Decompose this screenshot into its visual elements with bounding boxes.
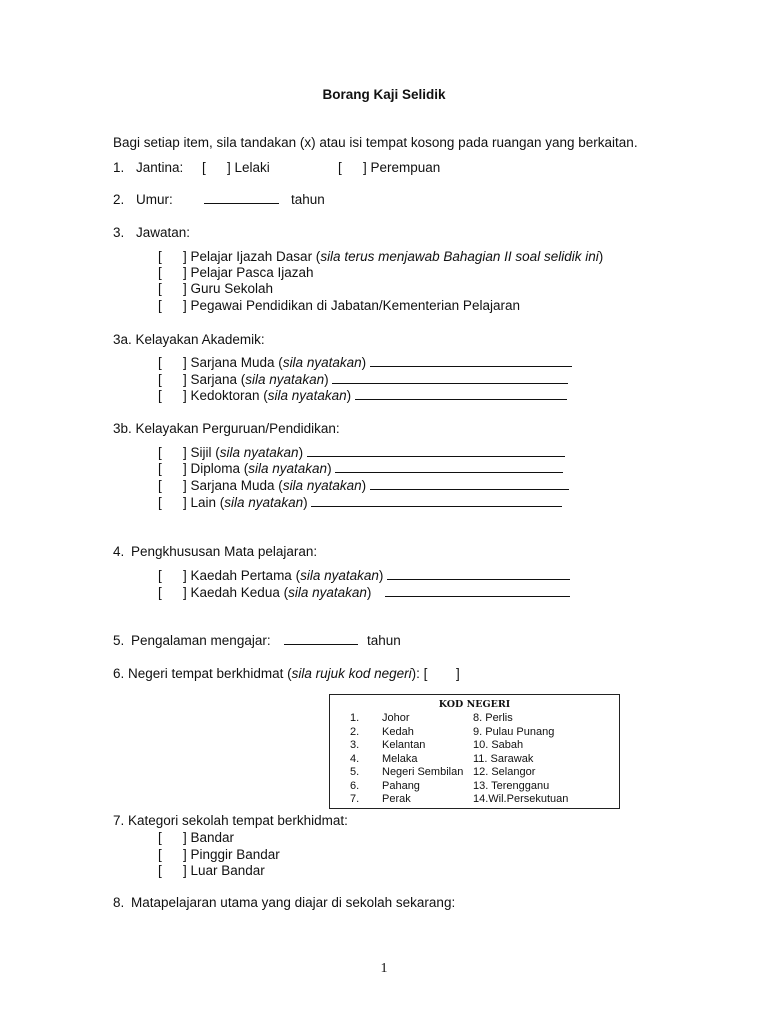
q4-number: 4. (113, 544, 125, 559)
blank-line (387, 568, 570, 580)
specify-note: sila nyatakan (248, 461, 328, 476)
blank-line (311, 495, 562, 507)
q3-option-3[interactable] (158, 281, 273, 297)
page-title: Borang Kaji Selidik (322, 87, 446, 102)
q4-label: Pengkhususan Mata pelajaran: (131, 544, 318, 559)
specify-note: sila nyatakan (282, 355, 362, 370)
q7-option-3-label: ] Luar Bandar (183, 863, 265, 878)
state-number: 1. (350, 712, 360, 724)
state-name: Negeri Sembilan (382, 766, 464, 778)
q4-option-2-label: ] Kaedah Kedua ( (183, 585, 289, 600)
bracket: [ (158, 388, 162, 403)
q3a-option-1-label: ] Sarjana Muda ( (183, 355, 283, 370)
state-code-row (330, 766, 619, 780)
blank-line (370, 355, 572, 367)
q8-number: 8. (113, 895, 125, 910)
q7-label: 7. Kategori sekolah tempat berkhidmat: (113, 813, 348, 828)
blank-line (307, 445, 565, 457)
q3b-option-1[interactable] (158, 445, 565, 461)
q3b-option-2-label: ] Diploma ( (183, 461, 249, 476)
state-number: 5. (350, 766, 360, 778)
close-paren: ) (346, 388, 352, 403)
q7-option-1-label: ] Bandar (183, 830, 235, 845)
bracket: [ (158, 863, 162, 878)
q3b-option-2[interactable] (158, 461, 563, 477)
q3a-option-2-label: ] Sarjana ( (183, 372, 246, 387)
state-name: Perak (382, 793, 411, 805)
state-name: Pahang (382, 779, 420, 792)
specify-note: sila nyatakan (300, 568, 379, 583)
q5-years-field[interactable] (284, 633, 358, 649)
q3a-label: 3a. Kelayakan Akademik: (113, 332, 265, 347)
q1-female-label: ] Perempuan (363, 160, 441, 175)
q7-option-1[interactable] (158, 830, 234, 846)
q3b-option-1-label: ] Sijil ( (183, 445, 220, 460)
q3-option-2[interactable] (158, 265, 314, 281)
state-number: 3. (350, 739, 360, 751)
q1-female-checkbox[interactable] (338, 160, 440, 176)
close-paren: ) (598, 249, 604, 264)
specify-note: sila nyatakan (219, 445, 299, 460)
bracket: [ (158, 281, 162, 296)
state-code-right: 12. Selangor (473, 766, 536, 778)
q3a-option-1[interactable] (158, 355, 572, 371)
state-code-right: 11. Sarawak (473, 752, 534, 765)
page-number: 1 (380, 961, 388, 976)
bracket: [ (158, 847, 162, 862)
state-code-right: 14.Wil.Persekutuan (473, 793, 569, 805)
state-code-row (330, 739, 619, 753)
bracket: [ (158, 830, 162, 845)
q6-label: 6. Negeri tempat berkhidmat ( (113, 666, 292, 681)
q2-label: Umur: (136, 192, 173, 207)
bracket: [ (158, 568, 162, 583)
bracket: [ (158, 355, 162, 370)
q4-option-1-label: ] Kaedah Pertama ( (183, 568, 301, 583)
q3-option-1[interactable] (158, 249, 603, 265)
q3a-option-3[interactable] (158, 388, 567, 404)
q3b-option-4[interactable] (158, 495, 562, 511)
specify-note: sila nyatakan (282, 478, 362, 493)
q7-option-2[interactable] (158, 847, 280, 863)
bracket: [ (158, 249, 162, 264)
bracket: [ (158, 461, 162, 476)
blank-line (335, 461, 563, 473)
state-number: 6. (350, 779, 360, 792)
state-code-table (329, 694, 620, 809)
state-code-title: KOD NEGERI (438, 699, 511, 710)
close-paren: ) (361, 355, 367, 370)
q2-age-field[interactable] (204, 192, 279, 208)
close-paren: ) (298, 445, 304, 460)
q7-option-2-label: ] Pinggir Bandar (183, 847, 280, 862)
q3a-option-2[interactable] (158, 372, 568, 388)
specify-note: sila nyatakan (288, 585, 367, 600)
q3-option-2-label: ] Pelajar Pasca Ijazah (183, 265, 314, 280)
state-number: 4. (350, 752, 360, 765)
q3-option-1-note: sila terus menjawab Bahagian II soal selidik ini (320, 249, 599, 264)
bracket: [ (202, 160, 206, 175)
q1-male-checkbox[interactable] (202, 160, 270, 176)
q1-number: 1. (113, 160, 125, 175)
state-code-row (330, 780, 619, 794)
q1-label: Jantina: (136, 160, 184, 175)
state-code-row (330, 753, 619, 767)
state-code-right: 10. Sabah (473, 739, 524, 751)
q6-code-box-close[interactable]: ] (456, 666, 460, 681)
state-name: Kedah (382, 725, 414, 738)
q5-number: 5. (113, 633, 125, 648)
blank-line (385, 585, 570, 597)
bracket: [ (158, 372, 162, 387)
state-code-row (330, 793, 619, 807)
q3b-option-3[interactable] (158, 478, 569, 494)
bracket: [ (158, 445, 162, 460)
bracket: [ (338, 160, 342, 175)
close-paren: ) (324, 372, 329, 387)
q7-option-3[interactable] (158, 863, 265, 879)
q2-number: 2. (113, 192, 125, 207)
blank-line (355, 388, 567, 400)
q3b-label: 3b. Kelayakan Perguruan/Pendidikan: (113, 421, 340, 436)
q6-question (113, 666, 427, 682)
q8-label: Matapelajaran utama yang diajar di sekolah sekarang: (131, 895, 456, 910)
blank-line (204, 192, 279, 204)
close-paren: ) (366, 585, 372, 600)
q1-male-label: ] Lelaki (227, 160, 270, 175)
specify-note: sila nyatakan (224, 495, 304, 510)
q2-unit: tahun (291, 192, 325, 207)
q4-option-2[interactable] (158, 585, 570, 601)
bracket: [ (158, 585, 162, 600)
state-code-row (330, 712, 619, 726)
state-name: Kelantan (382, 739, 426, 751)
bracket: [ (158, 265, 162, 280)
specify-note: sila nyatakan (267, 388, 347, 403)
bracket: [ (158, 478, 162, 493)
state-number: 7. (350, 793, 360, 805)
state-code-right: 9. Pulau Punang (473, 725, 555, 738)
q5-unit: tahun (367, 633, 401, 648)
q3-number: 3. (113, 225, 125, 240)
bracket: [ (158, 495, 162, 510)
state-code-row (330, 726, 619, 740)
state-name: Melaka (382, 752, 418, 765)
close-paren: ) (361, 478, 367, 493)
specify-note: sila nyatakan (245, 372, 325, 387)
state-name: Johor (382, 712, 410, 724)
q3-label: Jawatan: (136, 225, 191, 240)
q3-option-4[interactable] (158, 298, 520, 314)
state-number: 2. (350, 725, 360, 738)
blank-line (332, 372, 568, 384)
close-paren: ) (378, 568, 384, 583)
q3-option-4-label: ] Pegawai Pendidikan di Jabatan/Kementerian Pelajaran (183, 298, 520, 313)
q3a-option-3-label: ] Kedoktoran ( (183, 388, 268, 403)
blank-line (284, 633, 358, 645)
bracket: [ (158, 298, 162, 313)
q4-option-1[interactable] (158, 568, 570, 584)
q3b-option-3-label: ] Sarjana Muda ( (183, 478, 283, 493)
instructions: Bagi setiap item, sila tandakan (x) atau isi tempat kosong pada ruangan yang berkaitan. (113, 135, 638, 150)
state-code-right: 13. Terengganu (473, 779, 550, 792)
state-code-right: 8. Perlis (473, 712, 513, 724)
q6-label-end: ): [ (411, 666, 428, 681)
q3b-option-4-label: ] Lain ( (183, 495, 225, 510)
blank-line (370, 478, 569, 490)
q6-note: sila rujuk kod negeri (291, 666, 412, 681)
close-paren: ) (303, 495, 308, 510)
close-paren: ) (327, 461, 332, 476)
q3-option-1-label: ] Pelajar Ijazah Dasar ( (183, 249, 321, 264)
q3-option-3-label: ] Guru Sekolah (183, 281, 274, 296)
q5-label: Pengalaman mengajar: (131, 633, 271, 648)
